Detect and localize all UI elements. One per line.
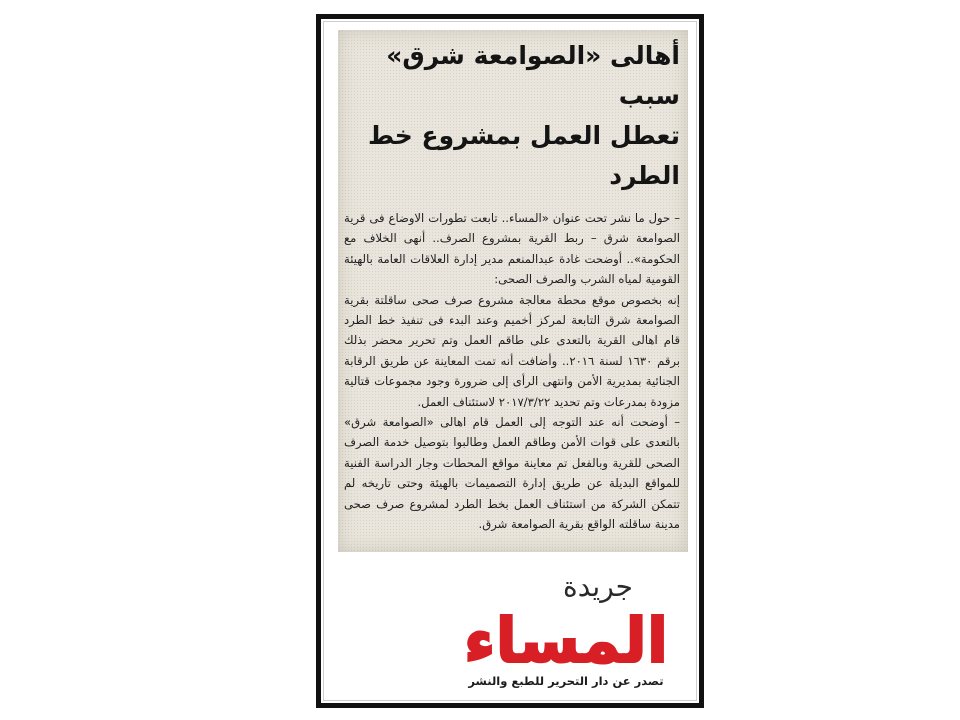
article-paragraph-3: – أوضحت أنه عند التوجه إلى العمل قام اهالى «الصوامعة شرق» بالتعدى على قوات الأمن وطاقم العمل وطالبوا بتوصيل خدمة الصرف الصحى للقرية وبالفعل تم معاينة مواقع المحطات وجار الدراسة الفنية للمواقع البديلة عن طريق إدارة التصميمات بالهيئة وحتى تاريخه لم تتمكن الشركة من استئناف العمل بخط الطرد لمشروع صرف صحى مدينة ساقلته الواقع بقرية الصوامعة شرق. xyxy=(344,415,680,532)
article-body xyxy=(344,208,680,535)
logo-small-word: جريدة xyxy=(563,570,633,603)
article-paragraph-2: إنه بخصوص موقع محطة معالجة مشروع صرف صحى ساقلتة بقرية الصوامعة شرق التابعة لمركز أخميم وعند البدء فى تنفيذ خط الطرد قام اهالى القرية بالتعدى على طاقم العمل وتم تحرير محضر بذلك برقم ١٦٣٠ لسنة ٢٠١٦.. وأضافت أنه تمت المعاينة عن طريق الرقابة الجنائية بمديرية الأمن وانتهى الرأى إلى ضرورة وجود مجموعات قتالية مزودة بمدرعات وتم تحديد ٢٠١٧/٣/٢٢ لاستئناف العمل. xyxy=(344,292,680,409)
logo-big-word: المساء xyxy=(463,604,669,674)
newspaper-logo xyxy=(448,562,684,698)
logo-tagline: تصدر عن دار التحرير للطبع والنشر xyxy=(468,674,664,688)
article-paragraph-1: – حول ما نشر تحت عنوان «المساء.. تابعت تطورات الاوضاع فى قرية الصوامعة شرق – ربط القرية بمشروع الصرف.. أنهى الخلاف مع الحكومة».. أوضحت غادة عبدالمنعم مدير إدارة العلاقات العامة بالهيئة القومية لمياه الشرب والصرف الصحى: xyxy=(344,211,680,287)
headline-line-1: أهالى «الصوامعة شرق» سبب xyxy=(386,41,680,110)
article-headline xyxy=(344,36,680,196)
headline-line-2: تعطل العمل بمشروع خط الطرد xyxy=(368,121,680,190)
al-masaa-logo-graphic xyxy=(448,562,684,674)
newspaper-clipping xyxy=(338,30,688,552)
